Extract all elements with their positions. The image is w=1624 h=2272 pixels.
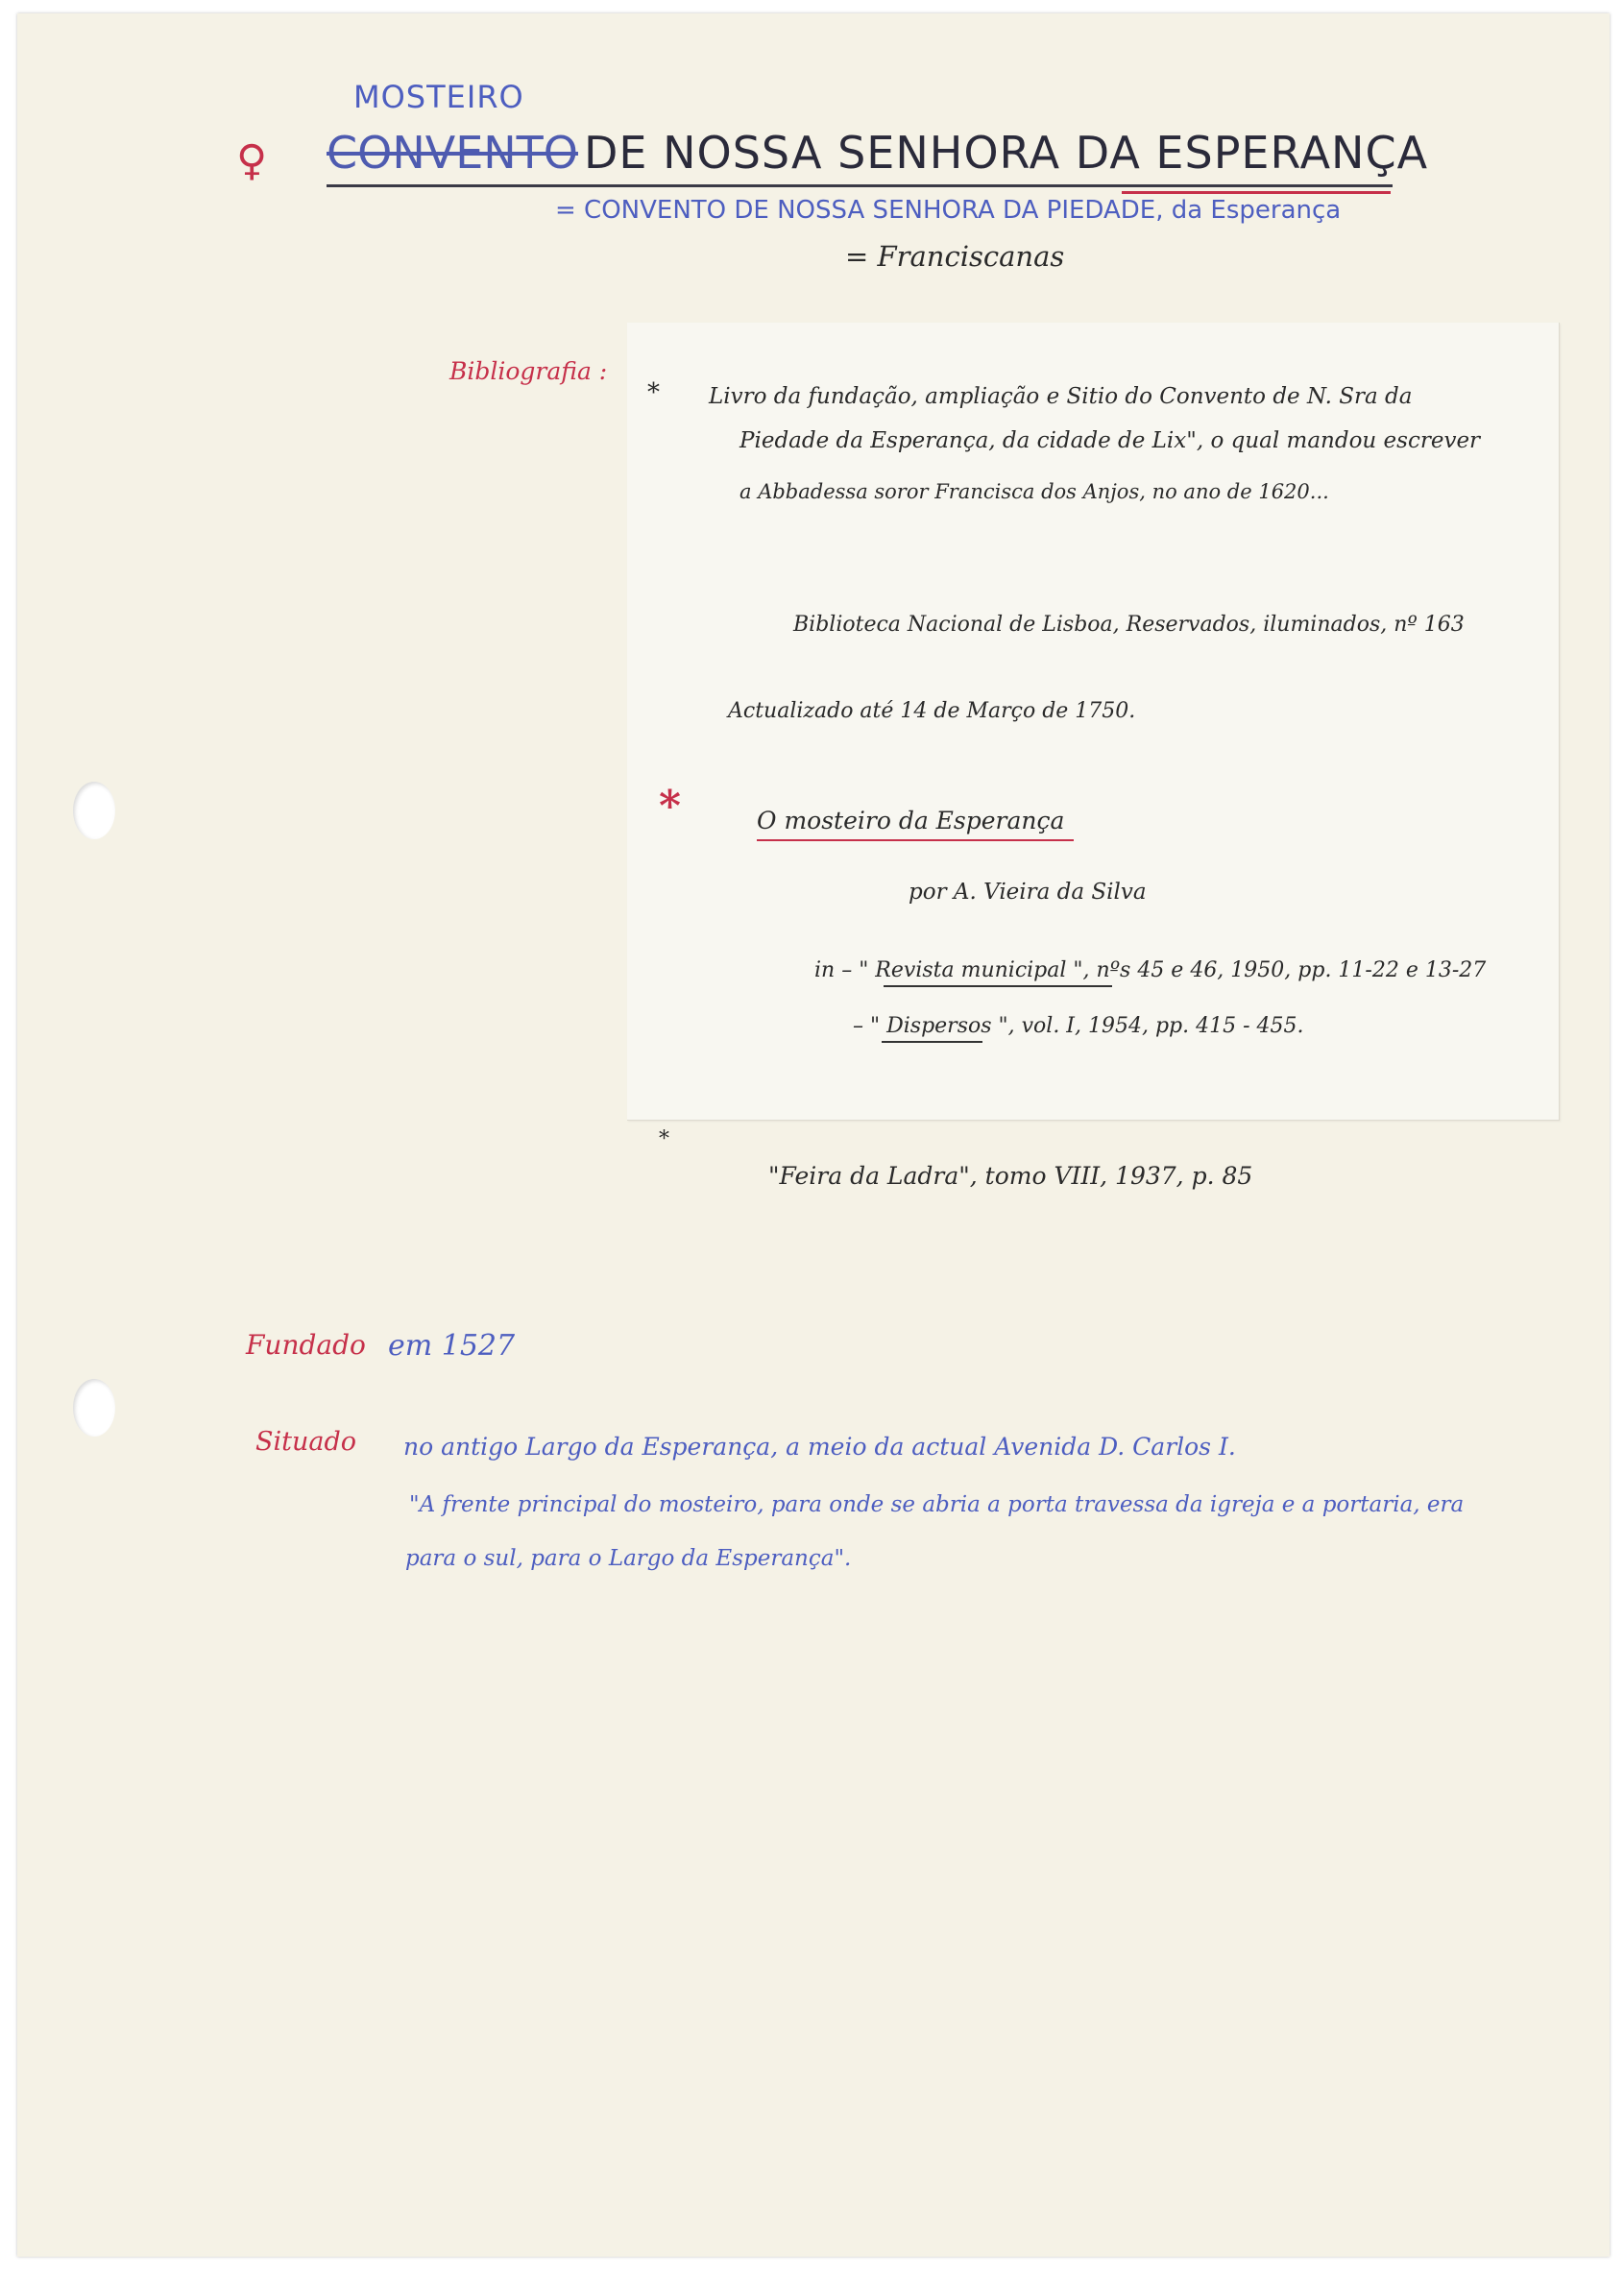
situated-label: Situado [255, 1427, 357, 1457]
entry-1-line-2: Piedade da Esperança, da cidade de Lix", o qual mandou escrever [739, 428, 1481, 453]
bullet-3: * [659, 1127, 669, 1151]
entry-1-line-1: Livro da fundação, ampliação e Sitio do Convento de N. Sra da [709, 384, 1413, 409]
entry-2-title-underline [757, 839, 1074, 841]
founded-label: Fundado [246, 1329, 366, 1361]
entry-1-line-3: a Abbadessa soror Francisca dos Anjos, no ano de 1620... [739, 480, 1329, 503]
entry-2-author: por A. Vieira da Silva [909, 880, 1147, 905]
entry-1-location: Biblioteca Nacional de Lisboa, Reservados, iluminados, nº 163 [793, 613, 1465, 637]
founded-value: em 1527 [388, 1329, 516, 1363]
situated-line-1: no antigo Largo da Esperança, a meio da actual Avenida D. Carlos I. [403, 1433, 1236, 1461]
title-red-underline [1122, 191, 1391, 194]
entry-1-note: Actualizado até 14 de Março de 1750. [728, 699, 1136, 723]
struck-word: CONVENTO [327, 127, 578, 179]
punch-hole-lower [73, 1379, 115, 1437]
bullet-1: * [647, 378, 660, 407]
entry-3-text: "Feira da Ladra", tomo VIII, 1937, p. 85 [768, 1162, 1253, 1190]
order-line: = Franciscanas [845, 240, 1065, 273]
title-underline [327, 184, 1393, 187]
entry-2-source-1: in – " Revista municipal ", nºs 45 e 46, 1950, pp. 11-22 e 13-27 [814, 958, 1487, 982]
punch-hole-upper [73, 782, 115, 839]
entry-2-source-1-underline [884, 985, 1112, 987]
bullet-2: * [659, 782, 682, 831]
entry-2-source-2-underline [882, 1041, 982, 1043]
situated-line-2: "A frente principal do mosteiro, para onde se abria a porta travessa da igreja e a portaria, era [409, 1492, 1465, 1517]
document-sheet [17, 13, 1610, 2257]
entry-2-title: O mosteiro da Esperança [757, 807, 1065, 834]
page-title: DE NOSSA SENHORA DA ESPERANÇA [584, 127, 1429, 179]
mosteiro-annotation: MOSTEIRO [353, 79, 524, 115]
entry-2-source-2: – " Dispersos ", vol. I, 1954, pp. 415 - 455. [853, 1014, 1304, 1038]
bibliography-label: Bibliografia : [449, 357, 608, 385]
alias-line: = CONVENTO DE NOSSA SENHORA DA PIEDADE, da Esperança [555, 196, 1342, 225]
situated-line-3: para o sul, para o Largo da Esperança". [405, 1546, 852, 1571]
female-symbol: ♀ [236, 136, 268, 185]
